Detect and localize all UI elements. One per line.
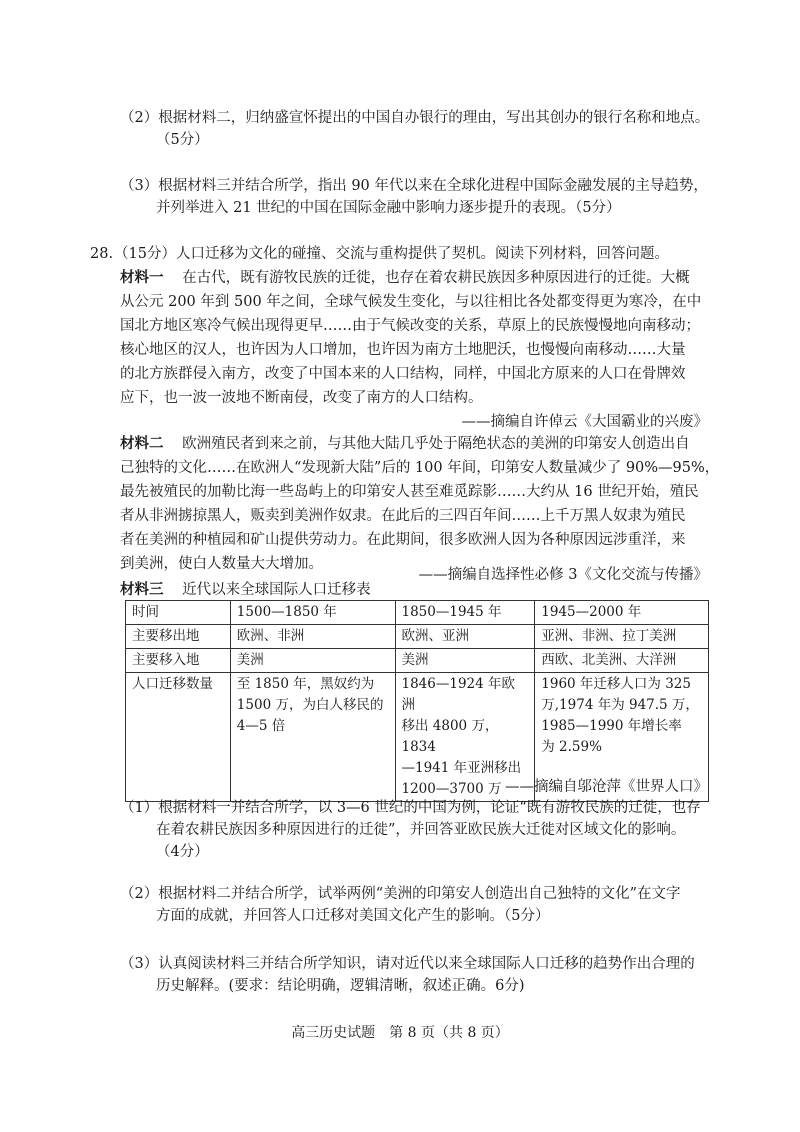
q28-number: 28. (90, 246, 114, 262)
sub3-line1: （3）认真阅读材料三并结合所学知识，请对近代以来全球国际人口迁移的趋势作出合理的 (120, 956, 695, 972)
sub2-line2: 方面的成就，并回答人口迁移对美国文化产生的影响。（5分） (156, 908, 550, 924)
sub1-line3: （4分） (156, 844, 209, 860)
material3-label: 材料三 (120, 581, 164, 598)
material2-label: 材料二 (120, 435, 164, 452)
q2-line1: （2）根据材料二，归纳盛宣怀提出的中国自办银行的理由，写出其创办的银行名称和地点。 (120, 110, 710, 126)
table-cell: 1945—2000 年 (535, 601, 709, 625)
table-cell: 西欧、北美洲、大洋洲 (535, 649, 709, 673)
table-cell: 至 1850 年，黑奴约为 1500 万，为白人移民的 4—5 倍 (230, 673, 395, 802)
table-cell: 主要移出地 (126, 625, 231, 649)
material1-line3: 国北方地区寒冷气候出现得更早……由于气候改变的关系，草原上的民族慢慢地向南移动； (120, 318, 700, 334)
material2-source: ——摘编自选择性必修 3《文化交流与传播》 (418, 567, 708, 583)
material3-title: 近代以来全球国际人口迁移表 (182, 582, 371, 598)
material2-line1: 材料二 欧洲殖民者到来之前，与其他大陆几乎处于隔绝状态的美洲的印第安人创造出自 (120, 435, 690, 452)
q3-line2: 并列举进入 21 世纪的中国在国际金融中影响力逐步提升的表现。（5分） (156, 200, 621, 216)
material1-line6: 应下，也一波一波地不断南侵，改变了南方的人口结构。 (120, 390, 483, 406)
sub1-line2: 在着农耕民族因多种原因进行的迁徙”，并回答亚欧民族大迁徙对区域文化的影响。 (156, 822, 686, 838)
material1-line2: 从公元 200 年到 500 年之间，全球气候发生变化，与以往相比各处都变得更为寒冷，在中 (120, 294, 702, 310)
table-row (126, 649, 709, 673)
table-cell: 主要移入地 (126, 649, 231, 673)
material3-heading (120, 580, 371, 600)
material2-line4: 者从非洲掳掠黑人，贩卖到美洲作奴隶。在此后的三四百年间……上千万黑人奴隶为殖民 (120, 508, 686, 524)
table-row (126, 625, 709, 649)
table-cell: 1850—1945 年 (395, 601, 535, 625)
material1-line1: 材料一 在古代，既有游牧民族的迁徙，也存在着农耕民族因多种原因进行的迁徙。大概 (120, 269, 690, 286)
table-cell: 1960 年迁移人口为 325 万,1974 年为 947.5 万， 1985—1990 年增长率 为 2.59% (535, 673, 709, 802)
q28-intro: （15分）人口迁移为文化的碰撞、交流与重构提供了契机。阅读下列材料，回答问题。 (114, 246, 669, 262)
table-cell: 亚洲、非洲、拉丁美洲 (535, 625, 709, 649)
material1-line5: 的北方族群侵入南方，改变了中国本来的人口结构，同样，中国北方原来的人口在骨牌效 (120, 366, 686, 382)
table-cell: 时间 (126, 601, 231, 625)
table-cell: 1846—1924 年欧洲 移出 4800 万，1834 —1941 年亚洲移出 1200—3700 万 (395, 673, 535, 802)
table-header-row (126, 601, 709, 625)
sub3-line2: 历史解释。(要求：结论明确，逻辑清晰，叙述正确。6分) (156, 978, 525, 994)
table-cell: 美洲 (395, 649, 535, 673)
q2-line2: （5分） (156, 132, 209, 148)
material2-line5: 者在美洲的种植园和矿山提供劳动力。在此期间，很多欧洲人因为各种原因远涉重洋，来 (120, 532, 686, 548)
q3-line1: （3）根据材料三并结合所学，指出 90 年代以来在全球化进程中国际金融发展的主导趋势， (120, 178, 708, 194)
sub1-line1: （1）根据材料一并结合所学，以 3—6 世纪的中国为例，论证“既有游牧民族的迁徙，也存 (120, 800, 701, 816)
table-cell: 欧洲、亚洲 (395, 625, 535, 649)
material2-line3: 最先被殖民的加勒比海一些岛屿上的印第安人甚至难觅踪影……大约从 16 世纪开始，殖民 (120, 484, 699, 500)
material3-source: ——摘编自邬沧萍《世界人口》 (505, 779, 708, 795)
page-footer: 高三历史试题 第 8 页（共 8 页） (291, 1025, 509, 1041)
material1-source: ——摘编自许倬云《大国霸业的兴废》 (461, 414, 708, 430)
table-cell: 人口迁移数量 (126, 673, 231, 802)
material2-line6: 到美洲，使白人数量大大增加。 (120, 556, 323, 572)
material1-line4: 核心地区的汉人，也许因为人口增加，也许因为南方土地肥沃，也慢慢向南移动……大量 (120, 342, 686, 358)
table-cell: 1500—1850 年 (230, 601, 395, 625)
sub2-line1: （2）根据材料二并结合所学，试举两例“美洲的印第安人创造出自己独特的文化”在文字 (120, 886, 681, 902)
material2-line2: 己独特的文化……在欧洲人“发现新大陆”后的 100 年间，印第安人数量减少了 90%—95%， (120, 460, 720, 476)
table-cell: 美洲 (230, 649, 395, 673)
migration-table (125, 600, 709, 802)
material1-label: 材料一 (120, 269, 164, 286)
table-cell: 欧洲、非洲 (230, 625, 395, 649)
